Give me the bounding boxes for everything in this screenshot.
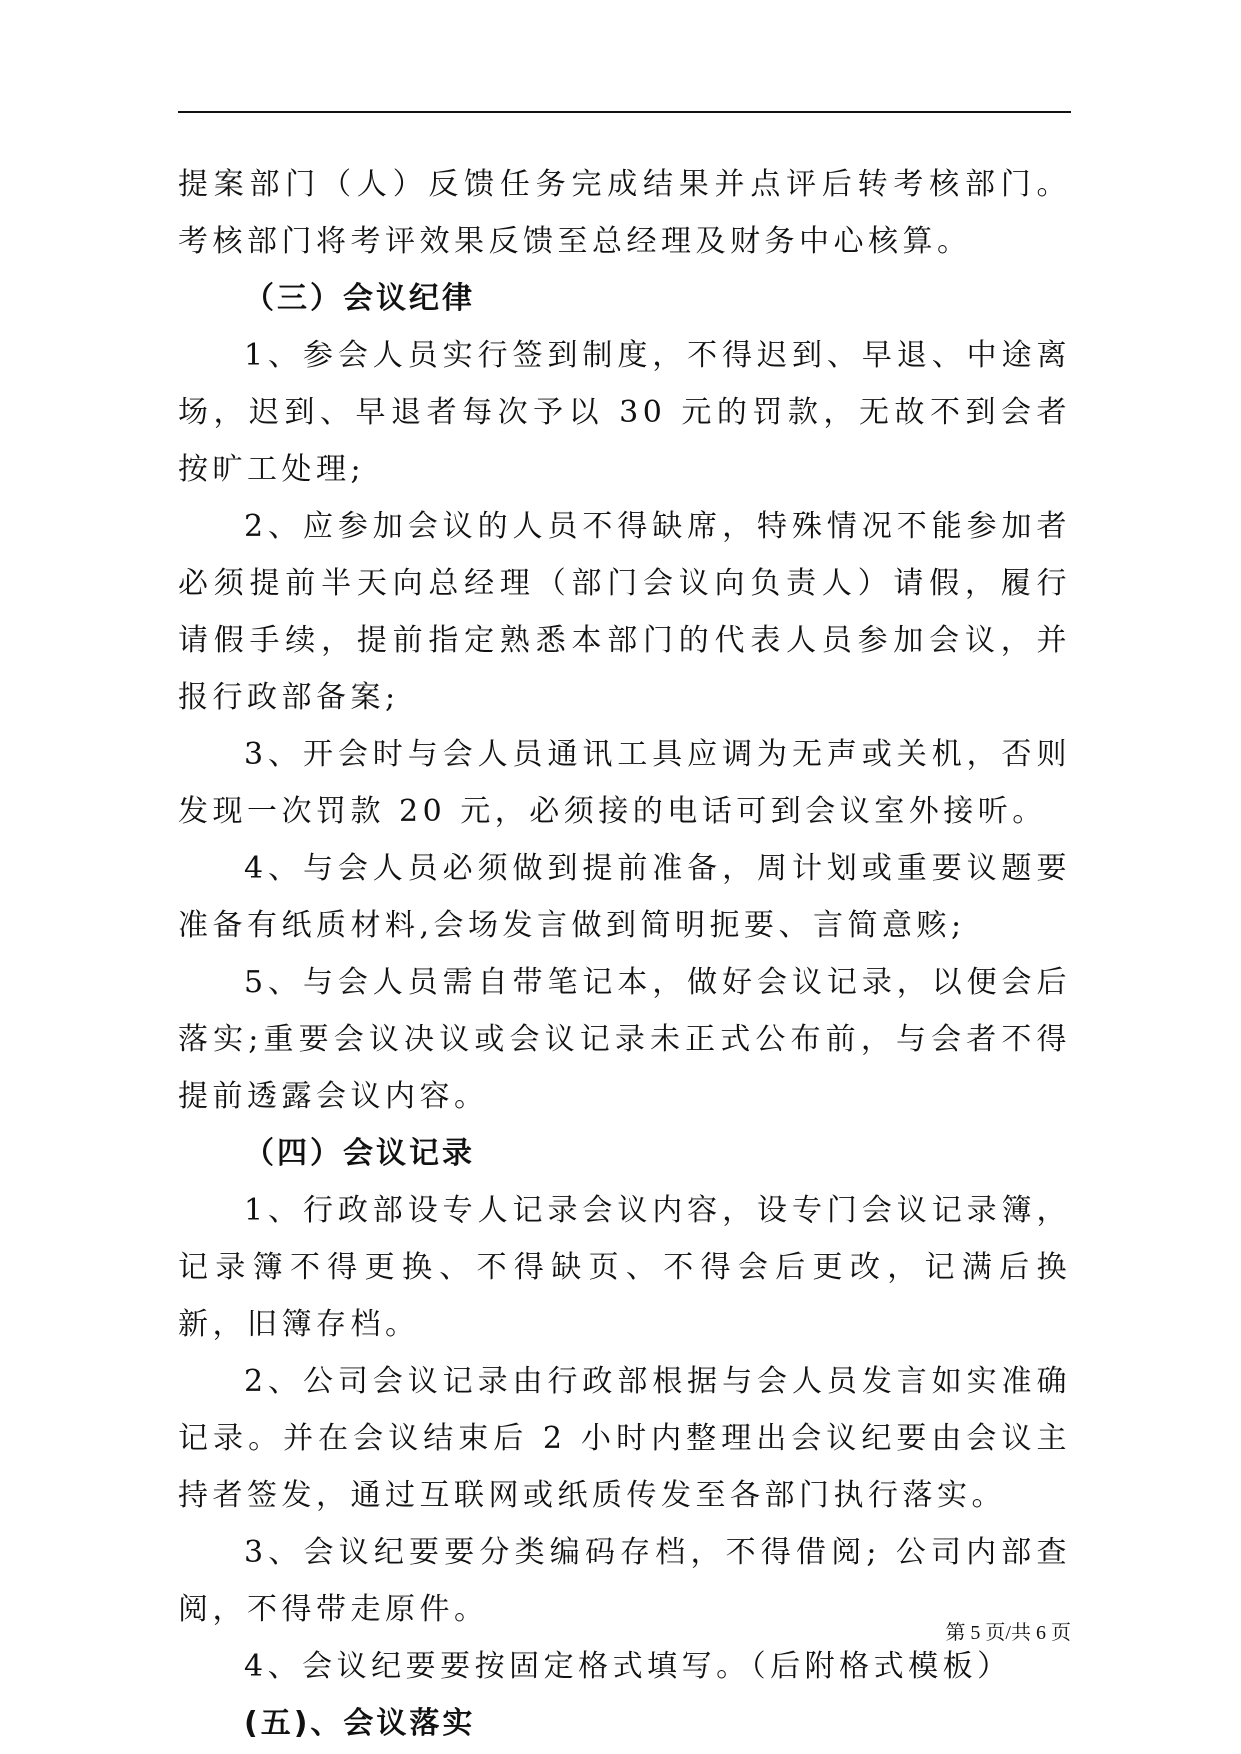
paragraph-discipline-1: 1、参会人员实行签到制度，不得迟到、早退、中途离场，迟到、早退者每次予以 30 元的罚款，无故不到会者按旷工处理; — [178, 338, 1071, 487]
paragraph-intro: 提案部门（人）反馈任务完成结果并点评后转考核部门。考核部门将考评效果反馈至总经理及财务中心核算。 — [178, 167, 1071, 259]
paragraph-records-3: 3、会议纪要要分类编码存档，不得借阅; 公司内部查阅，不得带走原件。 — [178, 1535, 1071, 1627]
paragraph-discipline-3: 3、开会时与会人员通讯工具应调为无声或关机，否则发现一次罚款 20 元，必须接的电话可到会议室外接听。 — [178, 737, 1071, 829]
paragraph-discipline-4: 4、与会人员必须做到提前准备，周计划或重要议题要准备有纸质材料,会场发言做到简明扼要、言简意赅; — [178, 851, 1071, 943]
section-heading-meeting-discipline: （三）会议纪律 — [244, 281, 475, 316]
section-heading-meeting-implementation: (五)、会议落实 — [244, 1706, 476, 1741]
page-number: 第 5 页/共 6 页 — [945, 1622, 1071, 1644]
document-body — [178, 156, 1071, 1752]
paragraph-discipline-2: 2、应参加会议的人员不得缺席，特殊情况不能参加者必须提前半天向总经理（部门会议向负责人）请假，履行请假手续，提前指定熟悉本部门的代表人员参加会议，并报行政部备案; — [178, 509, 1071, 715]
paragraph-records-1: 1、行政部设专人记录会议内容，设专门会议记录簿，记录簿不得更换、不得缺页、不得会后更改，记满后换新，旧簿存档。 — [178, 1193, 1071, 1342]
paragraph-records-2: 2、公司会议记录由行政部根据与会人员发言如实准确记录。并在会议结束后 2 小时内整理出会议纪要由会议主持者签发，通过互联网或纸质传发至各部门执行落实。 — [178, 1364, 1071, 1513]
header-rule — [178, 111, 1071, 113]
paragraph-discipline-5: 5、与会人员需自带笔记本，做好会议记录，以便会后落实;重要会议决议或会议记录未正式公布前，与会者不得提前透露会议内容。 — [178, 965, 1071, 1114]
section-heading-meeting-records: （四）会议记录 — [244, 1136, 475, 1171]
paragraph-records-4: 4、会议纪要要按固定格式填写。（后附格式模板） — [244, 1649, 1012, 1684]
